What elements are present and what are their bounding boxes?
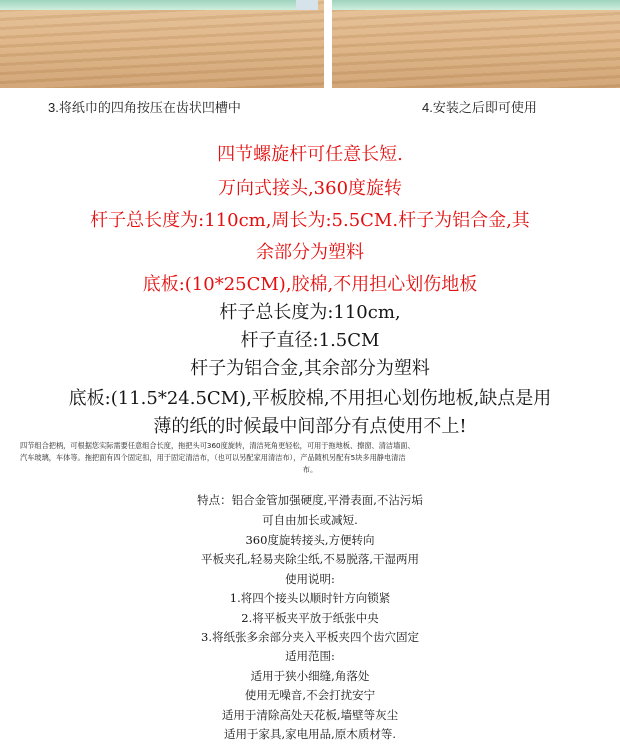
black-line-2: 杆子直径:1.5CM: [240, 330, 380, 351]
usage-step-1: 1.将四个接头以顺时针方向锁紧: [229, 591, 391, 605]
step3-photo: [0, 0, 324, 88]
feature-2: 可自由加长或减短.: [262, 513, 358, 527]
fine-print-line-3: 布。: [302, 465, 318, 474]
black-line-3: 杆子为铝合金,其余部分为塑料: [190, 358, 430, 379]
scope-item-3: 适用于清除高处天花板,墙壁等灰尘: [221, 708, 399, 722]
caption-row: [0, 88, 620, 122]
red-line-3: 杆子总长度为:110cm,周长为:5.5CM.杆子为铝合金,其: [90, 210, 530, 231]
fine-print-line-1: 四节组合把柄，可根据您实际需要任意组合长度，拖把头可360度旋转，清洁死角更轻松，可用于拖地板、擦窗、清洁墙面、: [20, 441, 415, 450]
scope-item-4: 适用于家具,家电用品,原木质材等.: [224, 727, 396, 741]
scope-item-2: 使用无噪音,不会打扰安宁: [244, 688, 376, 702]
red-line-5: 底板:(10*25CM),胶棉,不用担心划伤地板: [142, 274, 478, 295]
fine-print: [20, 440, 600, 476]
fine-print-line-2: 汽车玻璃，车体等。拖把面有四个固定扣，用于固定清洁布，（也可以另配家用清洁布），产品随机另配有5块多用静电清洁: [20, 453, 406, 462]
usage-step-3: 3.将纸张多余部分夹入平板夹四个齿穴固定: [201, 630, 419, 644]
feature-1: 特点：铝合金管加强硬度,平滑表面,不沾污垢: [197, 493, 423, 507]
red-line-1: 四节螺旋杆可任意长短.: [217, 144, 403, 165]
red-line-2: 万向式接头,360度旋转: [217, 178, 403, 199]
feature-3: 360度旋转接头,方便转向: [245, 533, 375, 547]
red-line-4: 余部分为塑料: [256, 242, 364, 263]
feature-4: 平板夹孔,轻易夹除尘纸,不易脱落,干湿两用: [201, 552, 419, 566]
usage-step-2: 2.将平板夹平放于纸张中央: [241, 611, 379, 625]
black-line-4: 底板:(11.5*24.5CM),平板胶棉,不用担心划伤地板,缺点是用: [68, 388, 552, 409]
step4-photo: [332, 0, 620, 88]
scope-item-1: 适用于狭小细缝,角落处: [250, 669, 370, 683]
product-photos: [0, 0, 620, 122]
black-line-1: 杆子总长度为:110cm,: [219, 302, 401, 323]
step4-caption: 4.安装之后即可使用: [422, 100, 537, 115]
step3-caption: 3.将纸巾的四角按压在齿状凹槽中: [48, 100, 241, 115]
scope-heading: 适用范围:: [285, 649, 335, 663]
black-line-5: 薄的纸的时候最中间部分有点使用不上!: [153, 416, 467, 437]
usage-heading: 使用说明:: [285, 572, 335, 586]
